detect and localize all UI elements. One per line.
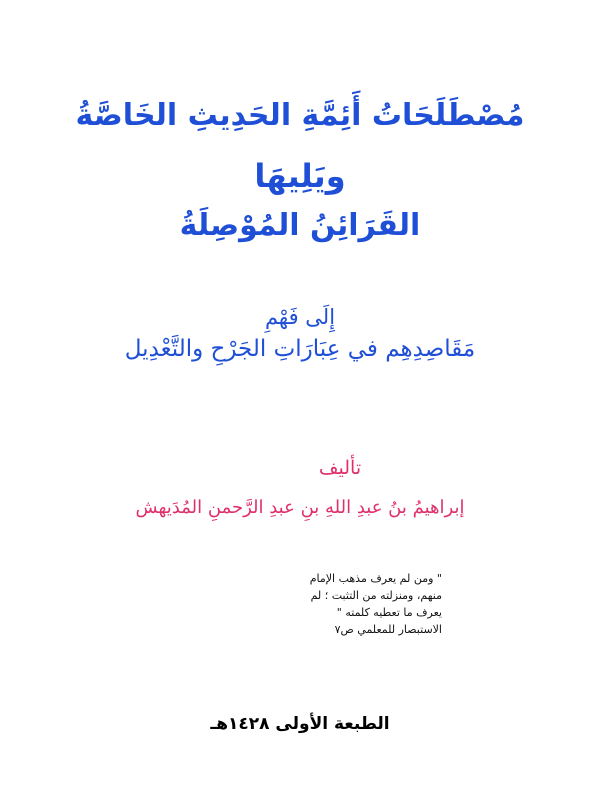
edition-note: الطبعة الأولى ١٤٢٨هـ	[210, 714, 390, 734]
subtitle-line-2: مَقَاصِدِهِم في عِبَارَاتِ الجَرْحِ والتَّعْدِيل	[124, 336, 476, 362]
quote-line-1: " ومن لم يعرف مذهب الإمام	[309, 572, 442, 585]
book-title-line-3: القَرَائِنُ المُوْصِلَةُ	[179, 208, 421, 243]
quote-line-3: يعرف ما تعطيه كلمته "	[336, 606, 442, 619]
quote-source: الاستبصار للمعلمي ص٧	[334, 623, 442, 636]
book-title-line-1: مُصْطَلَحَاتُ أَئِمَّةِ الحَدِيثِ الخَاصَّةُ	[75, 98, 525, 133]
epigraph-quote	[262, 570, 442, 638]
author-name: إبراهيمُ بنُ عبدِ اللهِ بنِ عبدِ الرَّحمنِ المُدَيهش	[135, 497, 465, 518]
author-label: تأليف	[318, 457, 362, 479]
quote-line-2: منهم، ومنزلته من التثبت ؛ لم	[310, 589, 442, 602]
book-title-line-2: ويَلِيهَا	[254, 157, 346, 195]
subtitle-line-1: إِلَى فَهْمِ	[264, 305, 336, 329]
